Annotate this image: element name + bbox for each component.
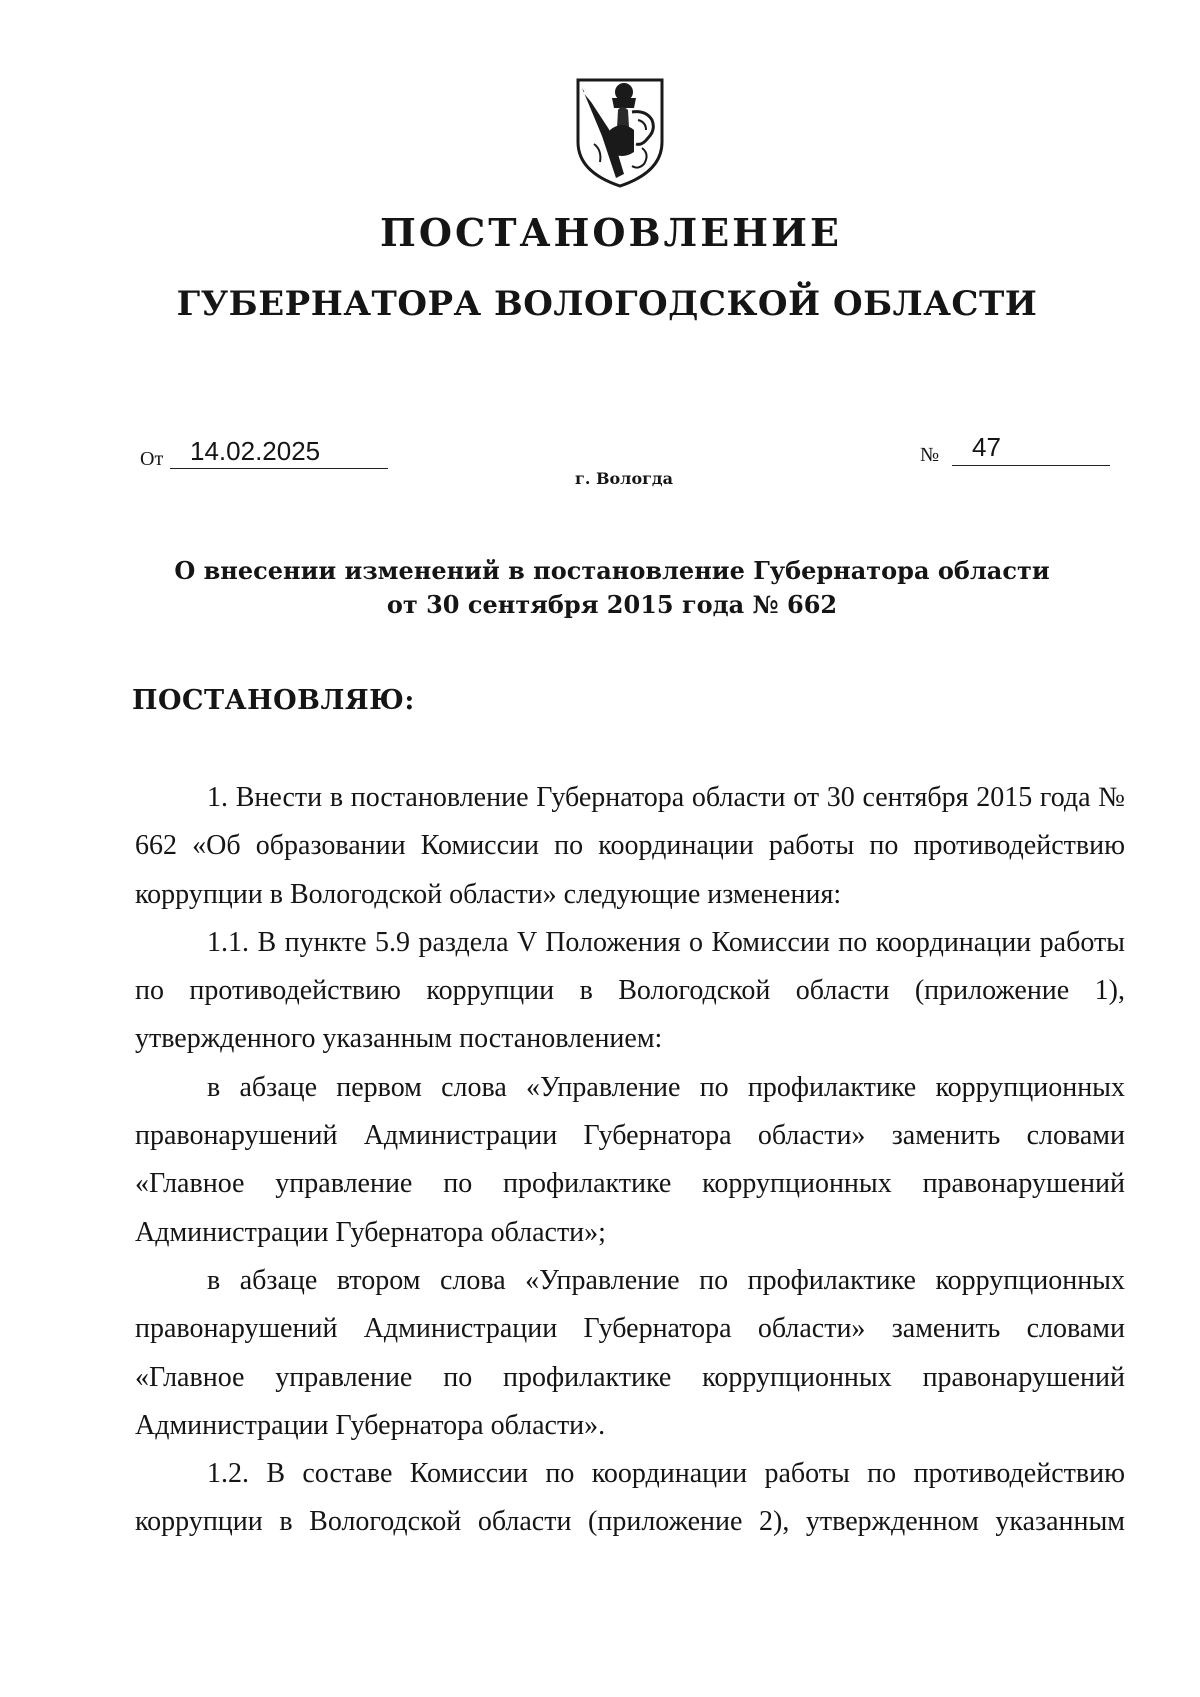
- subject-line-2: от 30 сентября 2015 года № 662: [386, 590, 838, 619]
- decree-heading: ПОСТАНОВЛЯЮ:: [132, 685, 415, 716]
- paragraph-1: 1. Внести в постановление Губернатора области от 30 сентября 2015 года № 662 «Об образовании Комиссии по координации работы по противодействию коррупции в Вологодской области» следующие изменения:: [135, 782, 1125, 910]
- paragraph-second-abzac: в абзаце втором слова «Управление по профилактике коррупционных правонарушений Администрации Губернатора области» заменить словами «Главное управление по профилактике коррупционных правонарушений Администрации Губернатора области».: [135, 1264, 1125, 1441]
- paragraph-first-abzac: в абзаце первом слова «Управление по профилактике коррупционных правонарушений Администрации Губернатора области» заменить словами «Главное управление по профилактике коррупционных правонарушений Администрации Губернатора области»;: [135, 1071, 1125, 1248]
- document-date: 14.02.2025: [190, 436, 321, 466]
- vologda-coat-of-arms-icon: [572, 74, 668, 190]
- paragraph-1-1: 1.1. В пункте 5.9 раздела V Положения о Комиссии по координации работы по противодействию коррупции в Вологодской области (приложение 1), утвержденного указанным постановлением:: [135, 926, 1125, 1055]
- document-city: г. Вологда: [575, 469, 673, 488]
- date-label: От: [140, 448, 164, 470]
- number-underline: [952, 465, 1110, 466]
- document-body: [135, 774, 1125, 1547]
- document-title: ПОСТАНОВЛЕНИЕ: [380, 210, 842, 255]
- paragraph-1-2: 1.2. В составе Комиссии по координации работы по противодействию коррупции в Вологодской области (приложение 2), утвержденном указанным: [135, 1458, 1125, 1538]
- document-number: 47: [972, 432, 1001, 462]
- number-label: №: [920, 444, 940, 466]
- subject-line-1: О внесении изменений в постановление Губернатора области: [174, 556, 1050, 585]
- document-issuer: ГУБЕРНАТОРА ВОЛОГОДСКОЙ ОБЛАСТИ: [176, 284, 1038, 324]
